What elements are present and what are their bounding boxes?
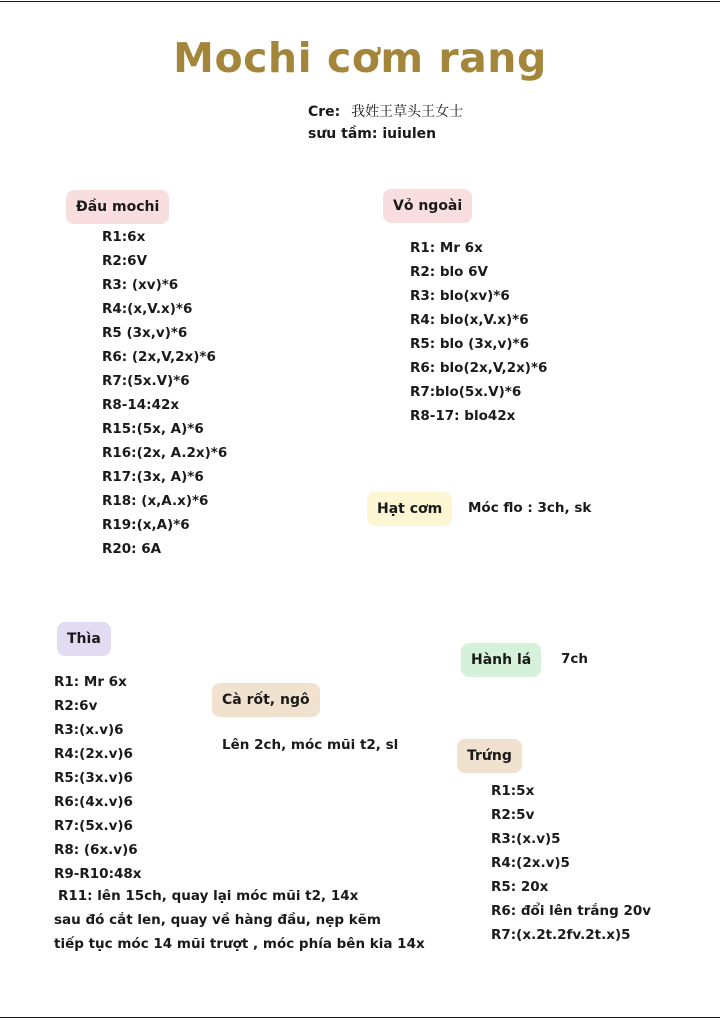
credit-author: 我姓王草头王女士	[351, 104, 464, 120]
section-label-vo-ngoai: Vỏ ngoài	[383, 189, 472, 223]
row-item: R18: (x,A.x)*6	[102, 493, 209, 509]
row-item: R8: (6x.v)6	[54, 842, 138, 858]
rows-vo-ngoai	[410, 236, 547, 428]
row-item: R5: 20x	[491, 879, 549, 895]
page-title: Mochi cơm rang	[173, 34, 547, 82]
row-item: R3: (xv)*6	[102, 277, 179, 293]
section-label-hanh-la: Hành lá	[461, 643, 541, 677]
section-label-hat-com: Hạt cơm	[367, 492, 452, 526]
row-item: R5:(3x.v)6	[54, 770, 133, 786]
row-item: R4:(2x.v)6	[54, 746, 133, 762]
section-label-thia: Thìa	[57, 622, 111, 656]
row-item: R6: đổi lên trắng 20v	[491, 903, 652, 919]
row-item: R2:6V	[102, 253, 148, 269]
row-item: R2:5v	[491, 807, 535, 823]
row-item: R1:6x	[102, 229, 146, 245]
row-item: R6:(4x.v)6	[54, 794, 133, 810]
rows-trung	[491, 779, 651, 947]
row-item: R4:(x,V.x)*6	[102, 301, 193, 317]
row-item: R7:(5x.V)*6	[102, 373, 190, 389]
hanh-la-text: 7ch	[561, 651, 589, 667]
row-item: R1:5x	[491, 783, 535, 799]
row-item: R1: Mr 6x	[54, 674, 127, 690]
row-item: R2:6v	[54, 698, 98, 714]
ca-rot-text: Lên 2ch, móc mũi t2, sl	[222, 737, 399, 753]
row-item: R8-14:42x	[102, 397, 180, 413]
row-item: R6: blo(2x,V,2x)*6	[410, 360, 548, 376]
row-item: R16:(2x, A.2x)*6	[102, 445, 228, 461]
bottom-border	[0, 1017, 720, 1018]
row-item: R19:(x,A)*6	[102, 517, 190, 533]
collector-name: iuiulen	[382, 126, 437, 142]
row-item: R1: Mr 6x	[410, 240, 483, 256]
hat-com-text: Móc flo : 3ch, sk	[468, 500, 592, 516]
row-item: R4: blo(x,V.x)*6	[410, 312, 529, 328]
row-item: R7:(x.2t.2fv.2t.x)5	[491, 927, 631, 943]
section-label-dau-mochi: Đầu mochi	[66, 190, 169, 224]
top-border	[0, 1, 720, 2]
row-item: R5 (3x,v)*6	[102, 325, 188, 341]
credit-label: Cre:	[308, 104, 341, 120]
row-item: R8-17: blo42x	[410, 408, 516, 424]
thia-note-3: tiếp tục móc 14 mũi trượt , móc phía bên kia 14x	[54, 936, 425, 952]
row-item: R6: (2x,V,2x)*6	[102, 349, 216, 365]
collector-line	[308, 126, 436, 142]
row-item: R4:(2x.v)5	[491, 855, 570, 871]
credit-line	[308, 101, 463, 121]
thia-note-1: R11: lên 15ch, quay lại móc mũi t2, 14x	[58, 888, 359, 904]
section-label-trung: Trứng	[457, 739, 522, 773]
row-item: R3:(x.v)6	[54, 722, 124, 738]
row-item: R3: blo(xv)*6	[410, 288, 510, 304]
row-item: R3:(x.v)5	[491, 831, 561, 847]
row-item: R7:blo(5x.V)*6	[410, 384, 522, 400]
row-item: R20: 6A	[102, 541, 162, 557]
row-item: R2: blo 6V	[410, 264, 488, 280]
collector-label: sưu tầm:	[308, 126, 378, 142]
row-item: R17:(3x, A)*6	[102, 469, 204, 485]
thia-note-2: sau đó cắt len, quay về hàng đầu, nẹp kẽm	[54, 912, 381, 928]
row-item: R15:(5x, A)*6	[102, 421, 204, 437]
rows-dau-mochi	[102, 225, 227, 561]
row-item: R5: blo (3x,v)*6	[410, 336, 529, 352]
section-label-ca-rot-ngo: Cà rốt, ngô	[212, 683, 320, 717]
row-item: R9-R10:48x	[54, 866, 142, 882]
rows-thia	[54, 670, 141, 886]
row-item: R7:(5x.v)6	[54, 818, 133, 834]
